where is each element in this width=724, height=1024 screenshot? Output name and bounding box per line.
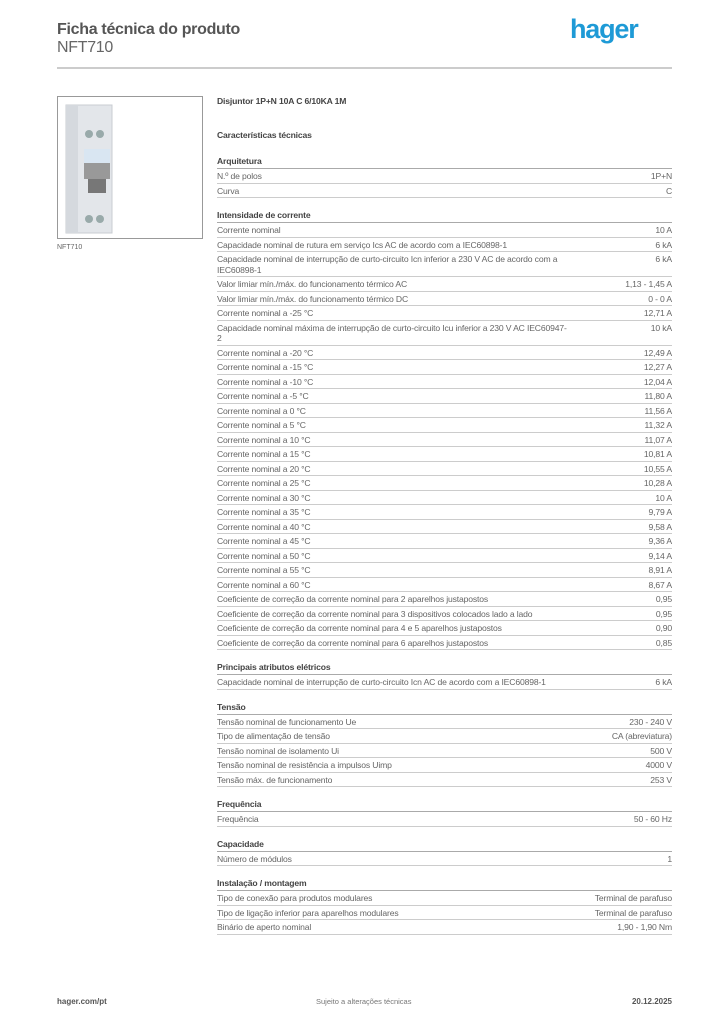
spec-value: 11,07 A [644,434,672,445]
spec-label: N.º de polos [217,171,262,181]
spec-section [217,701,672,788]
spec-label: Corrente nominal a 10 °C [217,434,311,445]
spec-label: Corrente nominal a 20 °C [217,463,311,474]
spec-label: Corrente nominal a -15 °C [217,362,314,372]
specifications [217,96,672,935]
spec-label: Corrente nominal a 40 °C [217,521,311,532]
spec-row [217,812,672,827]
spec-value: 10,55 A [643,463,672,474]
header-divider [57,67,672,69]
spec-row [217,433,672,448]
footer-notice: Sujeito a alterações técnicas [316,997,412,1006]
spec-label: Curva [217,185,240,196]
spec-label: Corrente nominal a 25 °C [217,478,311,488]
spec-row [217,578,672,593]
spec-value: 0,90 [655,623,672,633]
section-title: Intensidade de corrente [217,209,672,223]
spec-section [217,209,672,650]
page-title: Ficha técnica do produto [57,21,241,38]
spec-value: 10 kA [650,322,672,333]
spec-label: Capacidade nominal de interrupção de curto-circuito Icn AC de acordo com a IEC60898-1 [217,677,546,687]
spec-row [217,238,672,253]
spec-row [217,277,672,292]
spec-label: Tensão nominal de funcionamento Ue [217,716,357,727]
spec-label: Tensão máx. de funcionamento [217,774,333,785]
spec-value: 10 A [655,225,672,235]
spec-row [217,758,672,773]
spec-row [217,852,672,867]
section-title: Capacidade [217,838,672,852]
characteristics-title: Características técnicas [217,130,312,140]
spec-label: Coeficiente de correção da corrente nominal para 6 aparelhos justapostos [217,637,489,648]
spec-label: Corrente nominal a -20 °C [217,347,314,358]
image-caption: NFT710 [57,244,83,251]
spec-row [217,404,672,419]
spec-value: 10,28 A [643,478,672,488]
spec-value: 6 kA [655,239,672,250]
product-image [57,96,203,239]
footer-website[interactable]: hager.com/pt [57,997,107,1006]
spec-value: 0,95 [655,594,672,604]
spec-row [217,306,672,321]
spec-section [217,155,672,198]
spec-value: 6 kA [655,677,672,687]
spec-row [217,292,672,307]
spec-value: 11,56 A [644,405,672,416]
spec-value: 1,90 - 1,90 Nm [617,922,672,932]
spec-row [217,729,672,744]
spec-label: Coeficiente de correção da corrente nominal para 3 dispositivos colocados lado a lado [217,608,533,619]
section-title: Principais atributos elétricos [217,661,672,675]
spec-label: Tipo de conexão para produtos modulares [217,893,373,903]
spec-row [217,169,672,184]
spec-value: 8,91 A [648,565,672,575]
spec-label: Corrente nominal a 45 °C [217,536,311,546]
spec-label: Coeficiente de correção da corrente nominal para 2 aparelhos justapostos [217,594,489,604]
hager-logo: hager [570,14,638,44]
spec-value: 9,14 A [648,550,672,561]
spec-label: Binário de aperto nominal [217,922,312,932]
spec-label: Corrente nominal a 15 °C [217,449,311,459]
spec-row [217,563,672,578]
spec-value: 1,13 - 1,45 A [625,279,672,289]
spec-row [217,360,672,375]
spec-row [217,592,672,607]
spec-label: Tipo de alimentação de tensão [217,731,330,741]
spec-label: Tensão nominal de isolamento Ui [217,745,339,756]
spec-value: Terminal de parafuso [594,907,672,918]
spec-row [217,534,672,549]
spec-row [217,621,672,636]
spec-row [217,636,672,651]
product-code: NFT710 [57,39,113,56]
section-title: Instalação / montagem [217,877,672,891]
spec-value: 9,79 A [648,507,672,517]
spec-section [217,798,672,827]
spec-label: Tipo de ligação inferior para aparelhos modulares [217,907,399,918]
spec-value: 500 V [650,745,672,756]
spec-row [217,418,672,433]
spec-row [217,773,672,788]
spec-row [217,346,672,361]
spec-row [217,252,672,277]
spec-label: Corrente nominal a 30 °C [217,492,311,503]
spec-label: Corrente nominal a -5 °C [217,391,309,401]
spec-row [217,476,672,491]
spec-label: Capacidade nominal de rutura em serviço Ics AC de acordo com a IEC60898-1 [217,239,507,250]
spec-value: 10 A [655,492,672,503]
spec-label: Tensão nominal de resistência a impulsos Uimp [217,760,392,770]
spec-value: 1 [667,853,672,864]
spec-value: 12,49 A [643,347,672,358]
spec-row [217,491,672,506]
spec-label: Valor limiar mín./máx. do funcionamento térmico DC [217,293,409,304]
spec-row [217,891,672,906]
spec-label: Corrente nominal a -25 °C [217,308,314,318]
spec-value: 12,27 A [643,362,672,372]
spec-label: Corrente nominal a 60 °C [217,579,311,590]
spec-value: 1P+N [650,171,672,181]
spec-value: 10,81 A [643,449,672,459]
spec-row [217,549,672,564]
spec-row [217,321,672,346]
spec-row [217,715,672,730]
spec-label: Corrente nominal a 0 °C [217,405,306,416]
spec-value: 230 - 240 V [629,716,672,727]
spec-label: Corrente nominal a 50 °C [217,550,311,561]
spec-row [217,184,672,199]
spec-value: 12,04 A [643,376,672,387]
spec-label: Corrente nominal a 5 °C [217,420,306,430]
section-title: Tensão [217,701,672,715]
spec-label: Corrente nominal a 35 °C [217,507,311,517]
spec-value: 11,32 A [644,420,672,430]
spec-label: Corrente nominal a -10 °C [217,376,314,387]
spec-value: 11,80 A [644,391,672,401]
spec-value: 6 kA [655,254,672,264]
spec-section [217,838,672,867]
spec-section [217,661,672,690]
spec-value: 0 - 0 A [648,293,672,304]
spec-label: Coeficiente de correção da corrente nominal para 4 e 5 aparelhos justapostos [217,623,502,633]
spec-label: Capacidade nominal de interrupção de curto-circuito Icn inferior a 230 V AC de acordo com a IEC60898-1 [217,254,558,275]
spec-row [217,520,672,535]
spec-row [217,675,672,690]
spec-value: 0,95 [655,608,672,619]
spec-row [217,375,672,390]
spec-value: 0,85 [655,637,672,648]
spec-row [217,920,672,935]
spec-label: Frequência [217,814,259,824]
spec-value: 253 V [650,774,672,785]
spec-value: 9,36 A [648,536,672,546]
spec-row [217,389,672,404]
spec-value: 4000 V [645,760,672,770]
spec-row [217,906,672,921]
spec-row [217,223,672,238]
spec-value: 12,71 A [643,308,672,318]
spec-label: Corrente nominal a 55 °C [217,565,311,575]
spec-label: Número de módulos [217,853,292,864]
spec-value: C [665,185,672,196]
spec-row [217,462,672,477]
spec-value: 9,58 A [648,521,672,532]
spec-section [217,877,672,935]
spec-label: Corrente nominal [217,225,281,235]
product-title: Disjuntor 1P+N 10A C 6/10KA 1M [217,96,347,106]
spec-row [217,505,672,520]
spec-row [217,744,672,759]
section-title: Arquitetura [217,155,672,169]
spec-label: Capacidade nominal máxima de interrupção de curto-circuito Icu inferior a 230 V AC IEC60947-2 [217,322,567,343]
spec-row [217,447,672,462]
spec-value: 8,67 A [648,579,672,590]
spec-value: CA (abreviatura) [611,731,672,741]
footer-date: 20.12.2025 [631,997,672,1006]
spec-value: 50 - 60 Hz [633,814,672,824]
spec-label: Valor limiar mín./máx. do funcionamento térmico AC [217,279,408,289]
spec-value: Terminal de parafuso [594,893,672,903]
spec-row [217,607,672,622]
section-title: Frequência [217,798,672,812]
